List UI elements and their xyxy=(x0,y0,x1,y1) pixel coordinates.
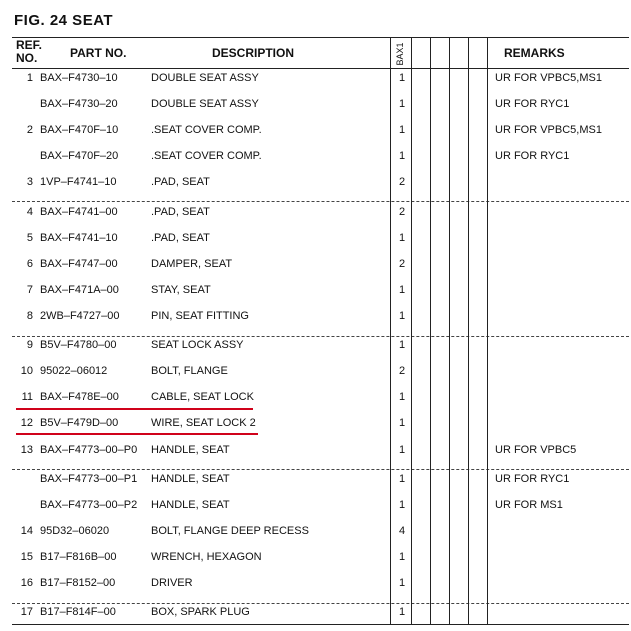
part-number: B17–F814F–00 xyxy=(40,606,116,618)
quantity: 1 xyxy=(398,551,406,563)
part-number: BAX–F4741–00 xyxy=(40,206,118,218)
description: .SEAT COVER COMP. xyxy=(151,124,262,136)
part-number: BAX–F478E–00 xyxy=(40,391,119,403)
ref-number: 5 xyxy=(26,232,33,244)
group-divider-2 xyxy=(12,336,629,337)
ref-number: 15 xyxy=(20,551,33,563)
group-divider-4 xyxy=(12,603,629,604)
description: HANDLE, SEAT xyxy=(151,499,230,511)
table-row xyxy=(0,124,631,138)
part-number: BAX–F471A–00 xyxy=(40,284,119,296)
header-description: DESCRIPTION xyxy=(212,46,295,60)
description: PIN, SEAT FITTING xyxy=(151,310,249,322)
description: DOUBLE SEAT ASSY xyxy=(151,72,259,84)
part-number: B5V–F479D–00 xyxy=(40,417,119,429)
ref-number: 17 xyxy=(20,606,33,618)
description: BOLT, FLANGE xyxy=(151,365,228,377)
ref-number: 10 xyxy=(20,365,33,377)
quantity: 1 xyxy=(398,417,406,429)
table-row xyxy=(0,176,631,190)
table-row xyxy=(0,551,631,565)
quantity: 1 xyxy=(398,499,406,511)
table-row xyxy=(0,232,631,246)
description: STAY, SEAT xyxy=(151,284,211,296)
part-number: BAX–F4730–20 xyxy=(40,98,118,110)
part-number: 1VP–F4741–10 xyxy=(40,176,117,188)
ref-number: 4 xyxy=(26,206,33,218)
description: HANDLE, SEAT xyxy=(151,444,230,456)
table-row xyxy=(0,444,631,458)
table-row xyxy=(0,258,631,272)
remarks: UR FOR RYC1 xyxy=(495,98,570,110)
header-model-label: BAX1 xyxy=(395,42,405,66)
description: BOX, SPARK PLUG xyxy=(151,606,250,618)
table-row xyxy=(0,473,631,487)
description: CABLE, SEAT LOCK xyxy=(151,391,254,403)
quantity: 1 xyxy=(398,98,406,110)
part-number: 2WB–F4727–00 xyxy=(40,310,120,322)
remarks: UR FOR RYC1 xyxy=(495,150,570,162)
ref-number: 14 xyxy=(20,525,33,537)
header-model-bax1 xyxy=(390,40,410,68)
description: .PAD, SEAT xyxy=(151,206,210,218)
description: DRIVER xyxy=(151,577,193,589)
ref-number: 8 xyxy=(26,310,33,322)
remarks: UR FOR VPBC5,MS1 xyxy=(495,72,602,84)
table-row xyxy=(0,98,631,112)
description: WRENCH, HEXAGON xyxy=(151,551,262,563)
part-number: BAX–F4773–00–P2 xyxy=(40,499,138,511)
table-top-rule xyxy=(12,37,629,38)
quantity: 1 xyxy=(398,72,406,84)
part-number: 95022–06012 xyxy=(40,365,108,377)
quantity: 4 xyxy=(398,525,406,537)
quantity: 2 xyxy=(398,365,406,377)
group-divider-1 xyxy=(12,201,629,202)
remarks: UR FOR RYC1 xyxy=(495,473,570,485)
description: BOLT, FLANGE DEEP RECESS xyxy=(151,525,309,537)
description: .PAD, SEAT xyxy=(151,176,210,188)
description: .PAD, SEAT xyxy=(151,232,210,244)
table-row xyxy=(0,339,631,353)
quantity: 1 xyxy=(398,124,406,136)
table-header-rule xyxy=(12,68,629,69)
quantity: 1 xyxy=(398,339,406,351)
part-number: BAX–F4741–10 xyxy=(40,232,118,244)
quantity: 1 xyxy=(398,310,406,322)
ref-number: 11 xyxy=(21,391,33,403)
description: .SEAT COVER COMP. xyxy=(151,150,262,162)
ref-number: 16 xyxy=(20,577,33,589)
description: DOUBLE SEAT ASSY xyxy=(151,98,259,110)
ref-number: 9 xyxy=(26,339,33,351)
quantity: 1 xyxy=(398,232,406,244)
header-part-no: PART NO. xyxy=(70,46,127,60)
highlight-underline-row-11 xyxy=(16,408,253,410)
table-row-highlighted xyxy=(0,417,631,431)
part-number: 95D32–06020 xyxy=(40,525,110,537)
quantity: 1 xyxy=(398,444,406,456)
table-row xyxy=(0,365,631,379)
table-row xyxy=(0,72,631,86)
part-number: BAX–F4773–00–P1 xyxy=(40,473,138,485)
remarks: UR FOR VPBC5 xyxy=(495,444,577,456)
quantity: 1 xyxy=(398,284,406,296)
ref-number: 12 xyxy=(20,417,33,429)
table-row xyxy=(0,150,631,164)
part-number: BAX–F470F–20 xyxy=(40,150,119,162)
part-number: B17–F816B–00 xyxy=(40,551,117,563)
part-number: BAX–F4747–00 xyxy=(40,258,118,270)
quantity: 1 xyxy=(398,391,406,403)
part-number: BAX–F4730–10 xyxy=(40,72,118,84)
ref-number: 1 xyxy=(26,72,33,84)
table-row xyxy=(0,206,631,220)
table-row xyxy=(0,499,631,513)
quantity: 2 xyxy=(398,176,406,188)
part-number: B5V–F4780–00 xyxy=(40,339,117,351)
ref-number: 13 xyxy=(20,444,33,456)
table-bottom-rule xyxy=(12,624,629,625)
table-row xyxy=(0,606,631,620)
part-number: B17–F8152–00 xyxy=(40,577,116,589)
quantity: 1 xyxy=(398,606,406,618)
remarks: UR FOR VPBC5,MS1 xyxy=(495,124,602,136)
remarks: UR FOR MS1 xyxy=(495,499,563,511)
quantity: 1 xyxy=(398,577,406,589)
part-number: BAX–F4773–00–P0 xyxy=(40,444,138,456)
description: SEAT LOCK ASSY xyxy=(151,339,244,351)
description: WIRE, SEAT LOCK 2 xyxy=(151,417,256,429)
header-ref-line2: NO. xyxy=(16,51,38,65)
quantity: 1 xyxy=(398,150,406,162)
figure-title: FIG. 24 SEAT xyxy=(14,12,114,29)
group-divider-3 xyxy=(12,469,629,470)
table-row-highlighted xyxy=(0,391,631,405)
highlight-underline-row-12 xyxy=(16,433,258,435)
ref-number: 3 xyxy=(26,176,33,188)
header-ref-line1: REF. xyxy=(16,38,43,52)
part-number: BAX–F470F–10 xyxy=(40,124,119,136)
table-row xyxy=(0,284,631,298)
table-row xyxy=(0,310,631,324)
description: DAMPER, SEAT xyxy=(151,258,233,270)
ref-number: 2 xyxy=(26,124,33,136)
ref-number: 6 xyxy=(26,258,33,270)
description: HANDLE, SEAT xyxy=(151,473,230,485)
table-row xyxy=(0,525,631,539)
quantity: 2 xyxy=(398,258,406,270)
table-row xyxy=(0,577,631,591)
header-remarks: REMARKS xyxy=(504,46,565,60)
ref-number: 7 xyxy=(26,284,33,296)
quantity: 1 xyxy=(398,473,406,485)
quantity: 2 xyxy=(398,206,406,218)
header-ref xyxy=(16,39,42,65)
